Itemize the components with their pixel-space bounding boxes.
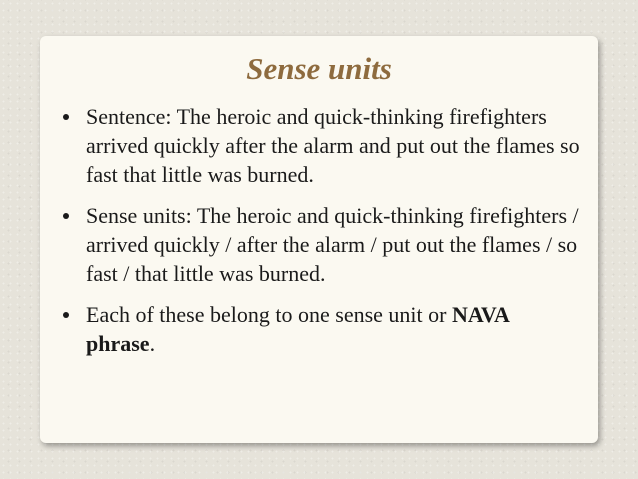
bullet-dot-icon: [63, 114, 69, 120]
bullet-item-nava: [40, 300, 580, 358]
bullet-item-sentence: [40, 102, 580, 189]
bullet-text-before: Each of these belong to one sense unit or: [86, 302, 452, 327]
bullet-item-sense-units: [40, 201, 580, 288]
bullet-dot-icon: [63, 213, 69, 219]
slide-title: Sense units: [246, 51, 392, 86]
bullet-text-after: .: [149, 331, 156, 356]
bullet-text: Sentence: The heroic and quick-thinking firefighters arrived quickly after the alarm and put out the flames so fast that little was burned.: [86, 104, 580, 187]
bullet-text: Sense units: The heroic and quick-thinking firefighters / arrived quickly / after the alarm / put out the flames / so fast / that little was burned.: [86, 203, 579, 286]
nava-phrase-term: NAVA phrase: [86, 302, 509, 356]
slide-card: [40, 36, 598, 443]
bullet-dot-icon: [63, 312, 69, 318]
bullet-list: [40, 102, 580, 370]
